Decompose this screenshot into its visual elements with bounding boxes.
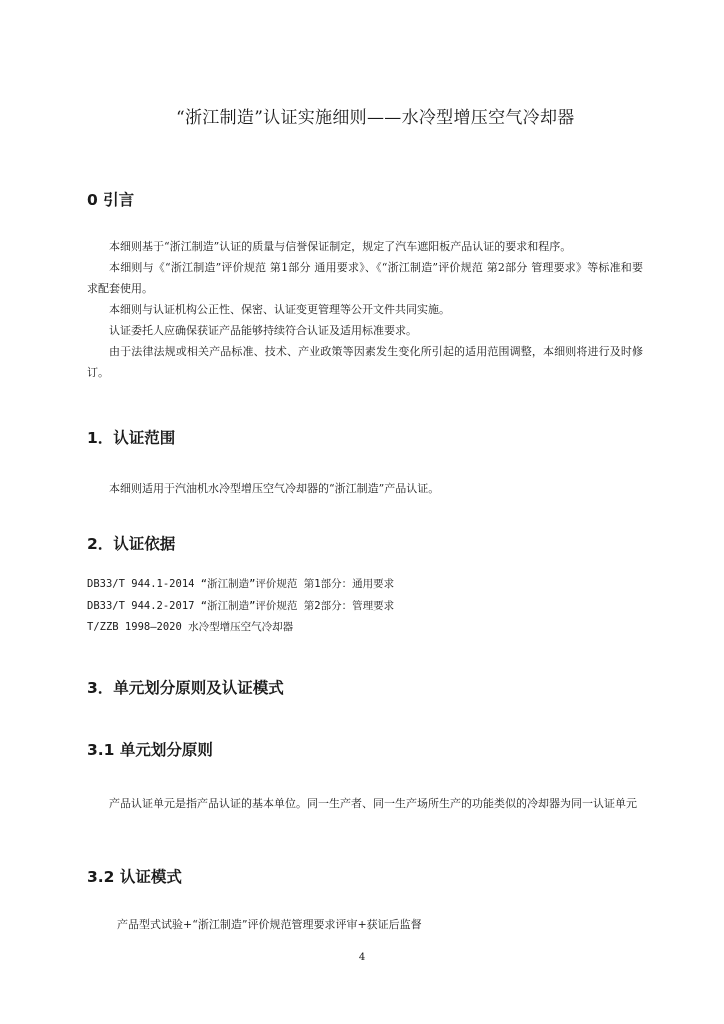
basis-item: DB33/T 944.2-2017 “浙江制造”评价规范 第2部分：管理要求	[87, 599, 395, 612]
mode-text	[95, 914, 651, 935]
scope-paragraph: 本细则适用于汽油机水冷型增压空气冷却器的“浙江制造”产品认证。	[109, 482, 440, 495]
section-heading-mode: 3.2 认证模式	[87, 868, 182, 886]
document-title: “浙江制造”认证实施细则——水冷型增压空气冷却器	[176, 108, 575, 128]
page-number: 4	[358, 952, 366, 963]
section-heading-basis: 2．认证依据	[87, 535, 176, 553]
intro-paragraphs	[87, 236, 643, 383]
mode-paragraph: 产品型式试验+“浙江制造”评价规范管理要求评审+获证后监督	[117, 918, 422, 931]
basis-item: T/ZZB 1998—2020 水冷型增压空气冷却器	[87, 621, 294, 633]
intro-paragraph: 本细则基于“浙江制造”认证的质量与信誉保证制定，规定了汽车遮阳板产品认证的要求和程序。	[109, 240, 572, 253]
section-heading-unit-principle: 3.1 单元划分原则	[87, 741, 213, 759]
section-heading-unit-mode: 3．单元划分原则及认证模式	[87, 679, 284, 697]
section-heading-scope: 1．认证范围	[87, 429, 176, 447]
section-heading-intro: 0 引言	[87, 191, 135, 209]
intro-paragraph: 由于法律法规或相关产品标准、技术、产业政策等因素发生变化所引起的适用范围调整，本细则将进行及时修订。	[87, 345, 643, 379]
unit-principle-paragraph: 产品认证单元是指产品认证的基本单位。同一生产者、同一生产场所生产的功能类似的冷却器为同一认证单元	[109, 797, 637, 810]
intro-paragraph: 认证委托人应确保获证产品能够持续符合认证及适用标准要求。	[109, 324, 417, 337]
intro-paragraph: 本细则与认证机构公正性、保密、认证变更管理等公开文件共同实施。	[109, 303, 450, 316]
scope-text	[87, 478, 643, 499]
intro-paragraph: 本细则与《“浙江制造”评价规范 第1部分 通用要求》、《“浙江制造”评价规范 第2部分 管理要求》等标准和要求配套使用。	[87, 261, 643, 295]
basis-item: DB33/T 944.1-2014 “浙江制造”评价规范 第1部分：通用要求	[87, 578, 395, 590]
unit-principle-text	[87, 793, 643, 814]
basis-list	[87, 574, 394, 639]
